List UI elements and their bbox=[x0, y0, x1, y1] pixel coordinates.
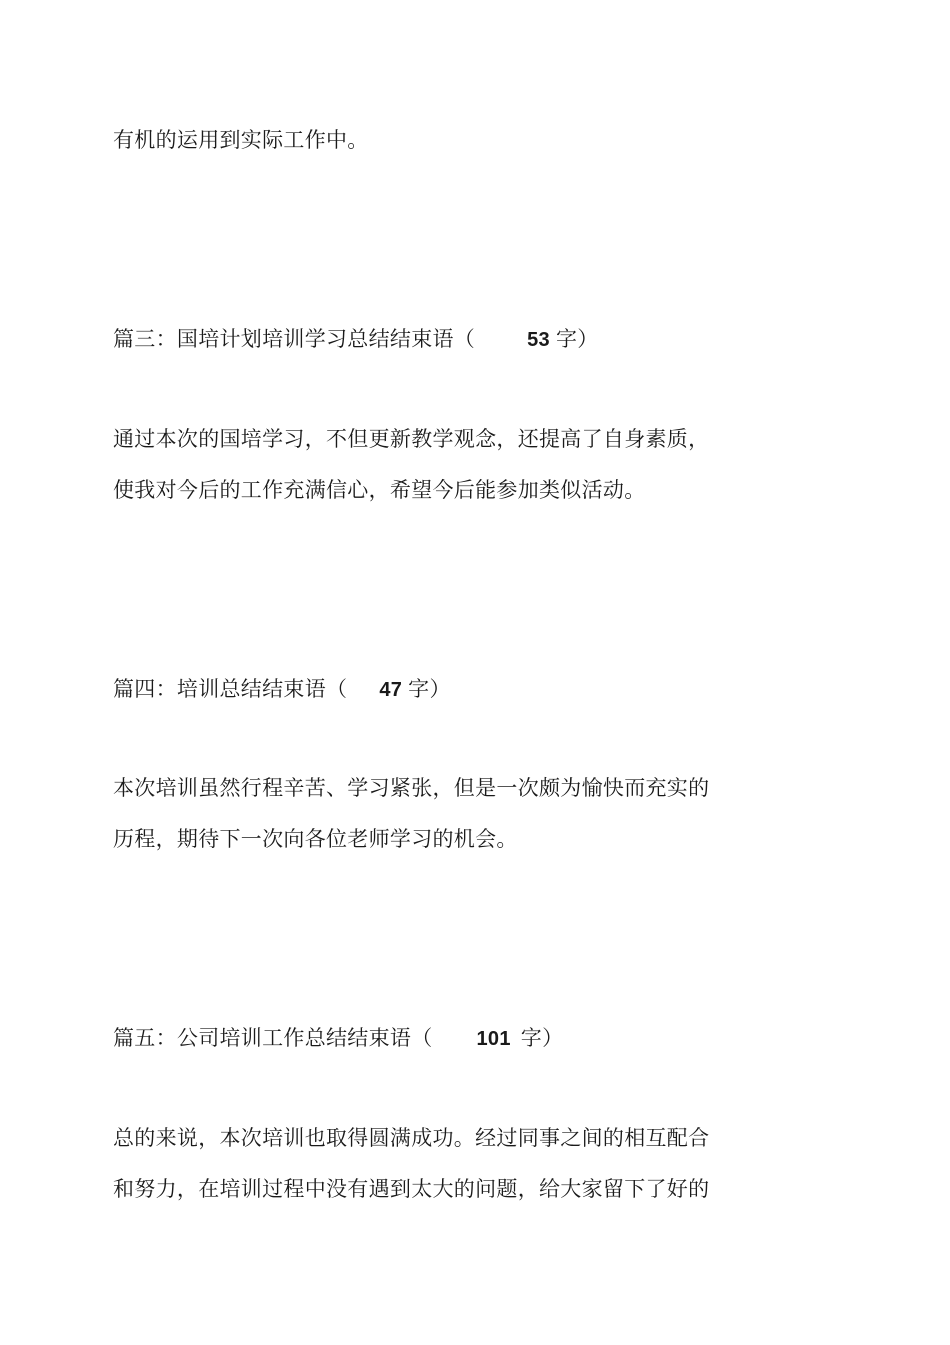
section-3-paragraph-line-2: 使我对今后的工作充满信心，希望今后能参加类似活动。 bbox=[113, 478, 646, 502]
section-4-paragraph-line-2: 历程，期待下一次向各位老师学习的机会。 bbox=[113, 827, 518, 851]
section-heading-5-suffix: 字） bbox=[520, 1026, 564, 1050]
section-5-paragraph-line-2: 和努力，在培训过程中没有遇到太大的问题，给大家留下了好的 bbox=[113, 1177, 710, 1201]
section-heading-3 bbox=[113, 325, 599, 354]
intro-line: 有机的运用到实际工作中。 bbox=[113, 128, 369, 152]
section-heading-3-count: 53 bbox=[527, 329, 550, 351]
section-3-paragraph-line-1: 通过本次的国培学习，不但更新教学观念，还提高了自身素质， bbox=[113, 427, 710, 451]
section-heading-3-text: 篇三：国培计划培训学习总结结束语（ bbox=[113, 327, 476, 351]
section-heading-3-suffix: 字） bbox=[555, 327, 599, 351]
section-heading-4-suffix: 字） bbox=[408, 677, 451, 701]
section-heading-5-count: 101 bbox=[476, 1028, 511, 1050]
section-5-paragraph-line-1: 总的来说，本次培训也取得圆满成功。经过同事之间的相互配合 bbox=[113, 1126, 710, 1150]
section-heading-5 bbox=[113, 1024, 563, 1053]
section-4-paragraph-line-1: 本次培训虽然行程辛苦、学习紧张，但是一次颇为愉快而充实的 bbox=[113, 776, 710, 800]
section-heading-5-text: 篇五：公司培训工作总结结束语（ bbox=[113, 1026, 433, 1050]
section-heading-4-text: 篇四：培训总结结束语（ bbox=[113, 677, 348, 701]
section-heading-4-count: 47 bbox=[379, 679, 403, 701]
section-heading-4 bbox=[113, 675, 451, 704]
